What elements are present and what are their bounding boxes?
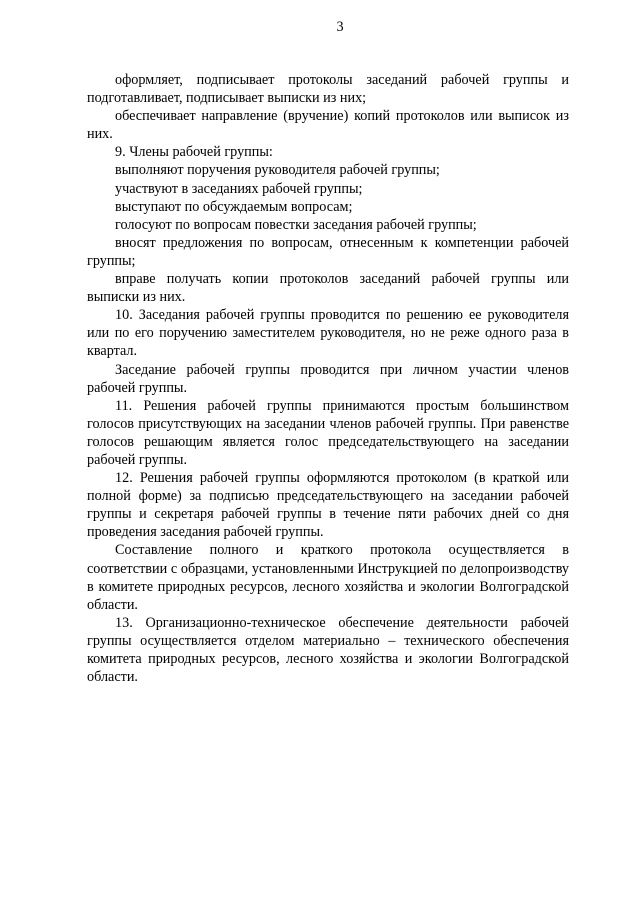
document-body xyxy=(87,71,569,686)
paragraph: 11. Решения рабочей группы принимаются простым большинством голосов присутствующих на заседании членов рабочей группы. При равенстве голосов решающим является голос председательствующего на заседании рабочей группы. xyxy=(87,397,569,468)
paragraph: 13. Организационно-техническое обеспечение деятельности рабочей группы осуществляется отделом материально – технического обеспечения комитета природных ресурсов, лесного хозяйства и экологии Волгоградской области. xyxy=(87,614,569,686)
paragraph: 12. Решения рабочей группы оформляются протоколом (в краткой или полной форме) за подписью председательствующего на заседании рабочей группы и секретаря рабочей группы в течение пяти рабочих дней со дня проведения заседания рабочей группы. xyxy=(87,470,569,541)
paragraph: 10. Заседания рабочей группы проводится по решению ее руководителя или по его поручению заместителем руководителя, но не реже одного раза в квартал. xyxy=(87,307,569,360)
paragraph: 9. Члены рабочей группы: xyxy=(115,144,273,161)
paragraph: Заседание рабочей группы проводится при личном участии членов рабочей группы. xyxy=(87,361,569,396)
paragraph: вправе получать копии протоколов заседаний рабочей группы или выписки из них. xyxy=(87,271,569,306)
paragraph: Составление полного и краткого протокола осуществляется в соответствии с образцами, установленными Инструкцией по делопроизводству в комитете природных ресурсов, лесного хозяйства и экологии Волгоградской области. xyxy=(87,542,569,613)
paragraph: участвуют в заседаниях рабочей группы; xyxy=(115,180,363,197)
paragraph: выступают по обсуждаемым вопросам; xyxy=(115,198,353,215)
paragraph: выполняют поручения руководителя рабочей группы; xyxy=(115,162,440,179)
paragraph: оформляет, подписывает протоколы заседаний рабочей группы и подготавливает, подписывает выписки из них; xyxy=(87,72,569,107)
paragraph: голосуют по вопросам повестки заседания рабочей группы; xyxy=(115,216,477,233)
paragraph: вносят предложения по вопросам, отнесенным к компетенции рабочей группы; xyxy=(87,234,569,269)
page-number: 3 xyxy=(336,19,344,35)
paragraph: обеспечивает направление (вручение) копий протоколов или выписок из них. xyxy=(87,108,569,143)
